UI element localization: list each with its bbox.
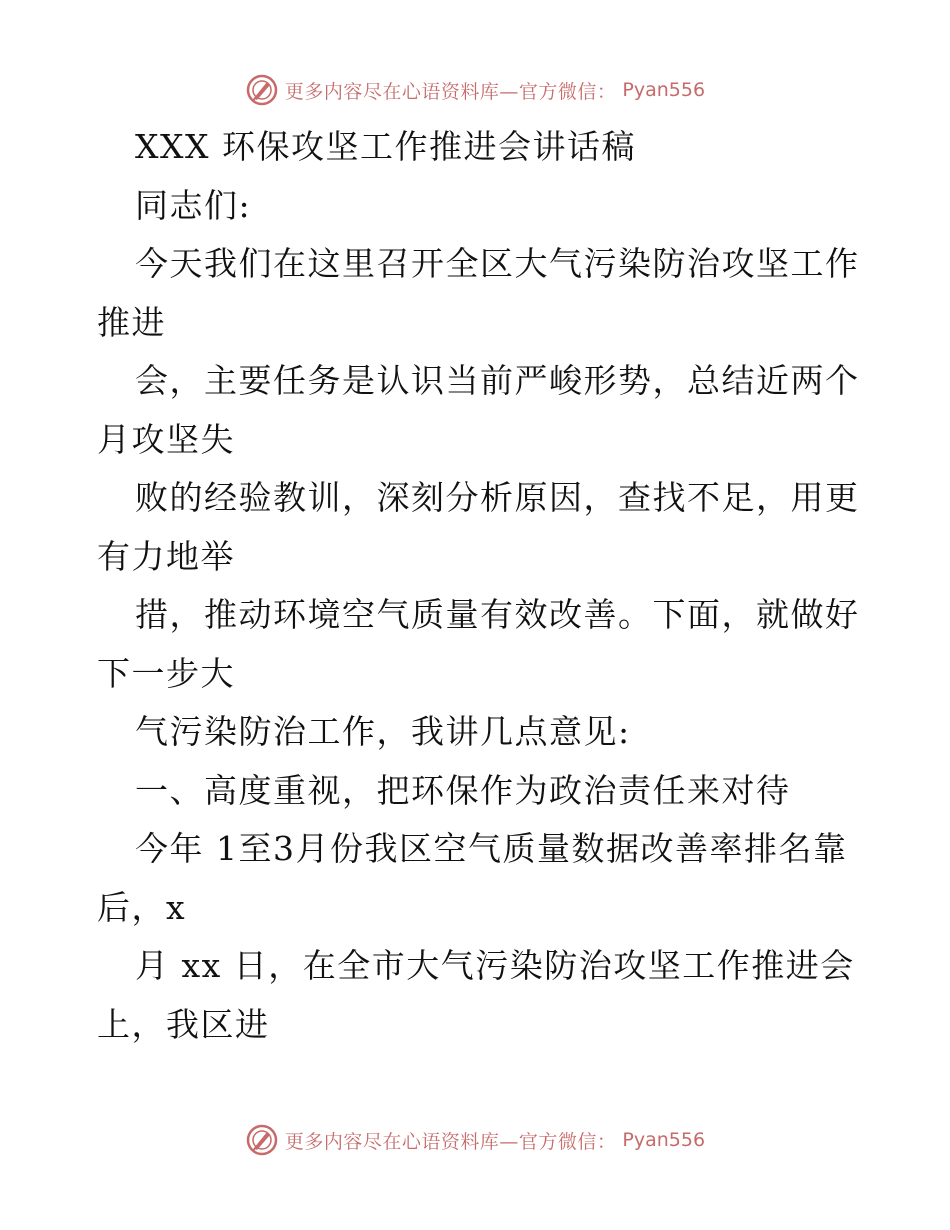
text-line: 措，推动环境空气质量有效改善。下面，就做好 [135, 595, 860, 634]
footer-banner [0, 1120, 950, 1160]
text-line: 上，我区进 [97, 1004, 270, 1044]
text-line: 一、高度重视，把环保作为政治责任来对待 [135, 770, 791, 810]
banner-text: 更多内容尽在心语资料库—官方微信： [284, 1130, 617, 1153]
text-line: 同志们: [135, 185, 252, 225]
text-line: 会，主要任务是认识当前严峻形势，总结近两个 [135, 361, 860, 400]
text-line: 月攻坚失 [97, 419, 235, 459]
text-line: 气污染防治工作，我讲几点意见: [135, 712, 631, 751]
paragraph-lines [97, 177, 877, 1055]
text-line: 有力地举 [97, 536, 235, 576]
banner-text: 更多内容尽在心语资料库—官方微信： [284, 80, 617, 103]
text-line: 今年 1至3月份我区空气质量数据改善率排名靠 [135, 829, 848, 868]
document-title: XXX 环保攻坚工作推进会讲话稿 [135, 127, 636, 166]
text-line: 败的经验教训，深刻分析原因，查找不足，用更 [135, 478, 860, 517]
banner-wechat-id: Pyan556 [622, 1129, 706, 1151]
header-banner [0, 70, 950, 110]
text-line: 下一步大 [97, 653, 235, 693]
text-line: 后，x [97, 887, 187, 927]
banner-wechat-id: Pyan556 [622, 79, 706, 101]
quill-seal-icon [245, 1123, 279, 1157]
text-line: 推进 [97, 302, 166, 342]
text-line: 今天我们在这里召开全区大气污染防治攻坚工作 [135, 244, 860, 283]
document-body [97, 118, 877, 1054]
quill-seal-icon [245, 73, 279, 107]
text-line: 月 xx 日，在全市大气污染防治攻坚工作推进会 [135, 946, 855, 985]
